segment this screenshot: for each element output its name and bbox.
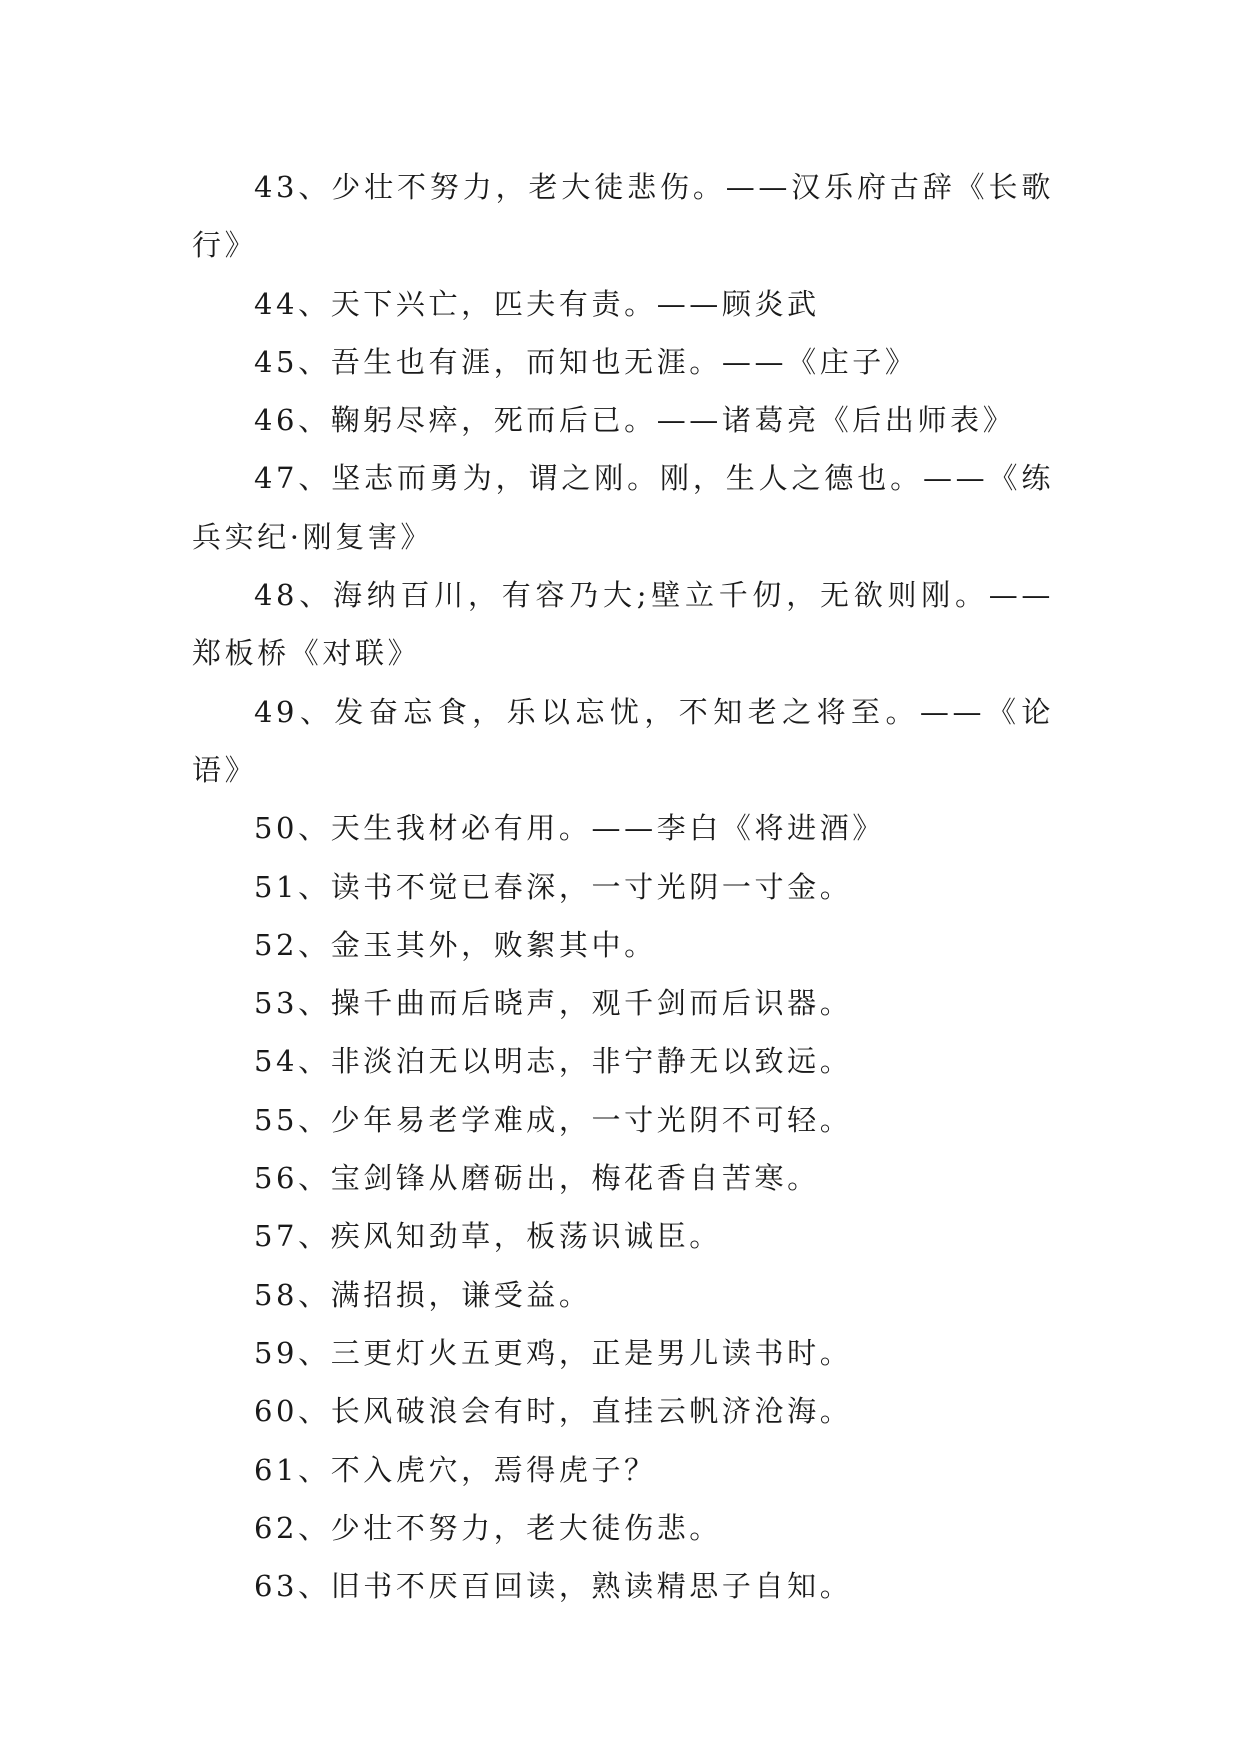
quote-49: 49、发奋忘食，乐以忘忧，不知老之将至。——《论语》: [192, 694, 1054, 787]
quote-48: 48、海纳百川，有容乃大;壁立千仞，无欲则刚。——郑板桥《对联》: [192, 578, 1054, 671]
quote-55: 55、少年易老学难成，一寸光阴不可轻。: [254, 1102, 853, 1137]
quote-44: 44、天下兴亡，匹夫有责。——顾炎武: [254, 286, 820, 321]
quote-51: 51、读书不觉已春深，一寸光阴一寸金。: [254, 869, 853, 904]
quote-54: 54、非淡泊无以明志，非宁静无以致远。: [254, 1044, 853, 1079]
quote-58: 58、满招损，谦受益。: [254, 1277, 592, 1312]
quote-53: 53、操千曲而后晓声，观千剑而后识器。: [254, 986, 853, 1021]
quote-62: 62、少壮不努力，老大徒伤悲。: [254, 1510, 722, 1545]
quote-60: 60、长风破浪会有时，直挂云帆济沧海。: [254, 1394, 853, 1429]
quote-45: 45、吾生也有涯，而知也无涯。——《庄子》: [254, 344, 918, 379]
quote-59: 59、三更灯火五更鸡，正是男儿读书时。: [254, 1335, 853, 1370]
quote-46: 46、鞠躬尽瘁，死而后已。——诸葛亮《后出师表》: [254, 403, 1016, 438]
quote-63: 63、旧书不厌百回读，熟读精思子自知。: [254, 1569, 853, 1604]
quote-47: 47、坚志而勇为，谓之刚。刚，生人之德也。——《练兵实纪·刚复害》: [192, 461, 1054, 554]
quote-52: 52、金玉其外，败絮其中。: [254, 927, 657, 962]
quote-57: 57、疾风知劲草，板荡识诚臣。: [254, 1219, 722, 1254]
quote-56: 56、宝剑锋从磨砺出，梅花香自苦寒。: [254, 1161, 820, 1196]
quote-50: 50、天生我材必有用。——李白《将进酒》: [254, 811, 885, 846]
quote-list: [192, 158, 1054, 1615]
quote-61: 61、不入虎穴，焉得虎子？: [254, 1452, 657, 1487]
quote-43: 43、少壮不努力，老大徒悲伤。——汉乐府古辞《长歌行》: [192, 170, 1054, 263]
